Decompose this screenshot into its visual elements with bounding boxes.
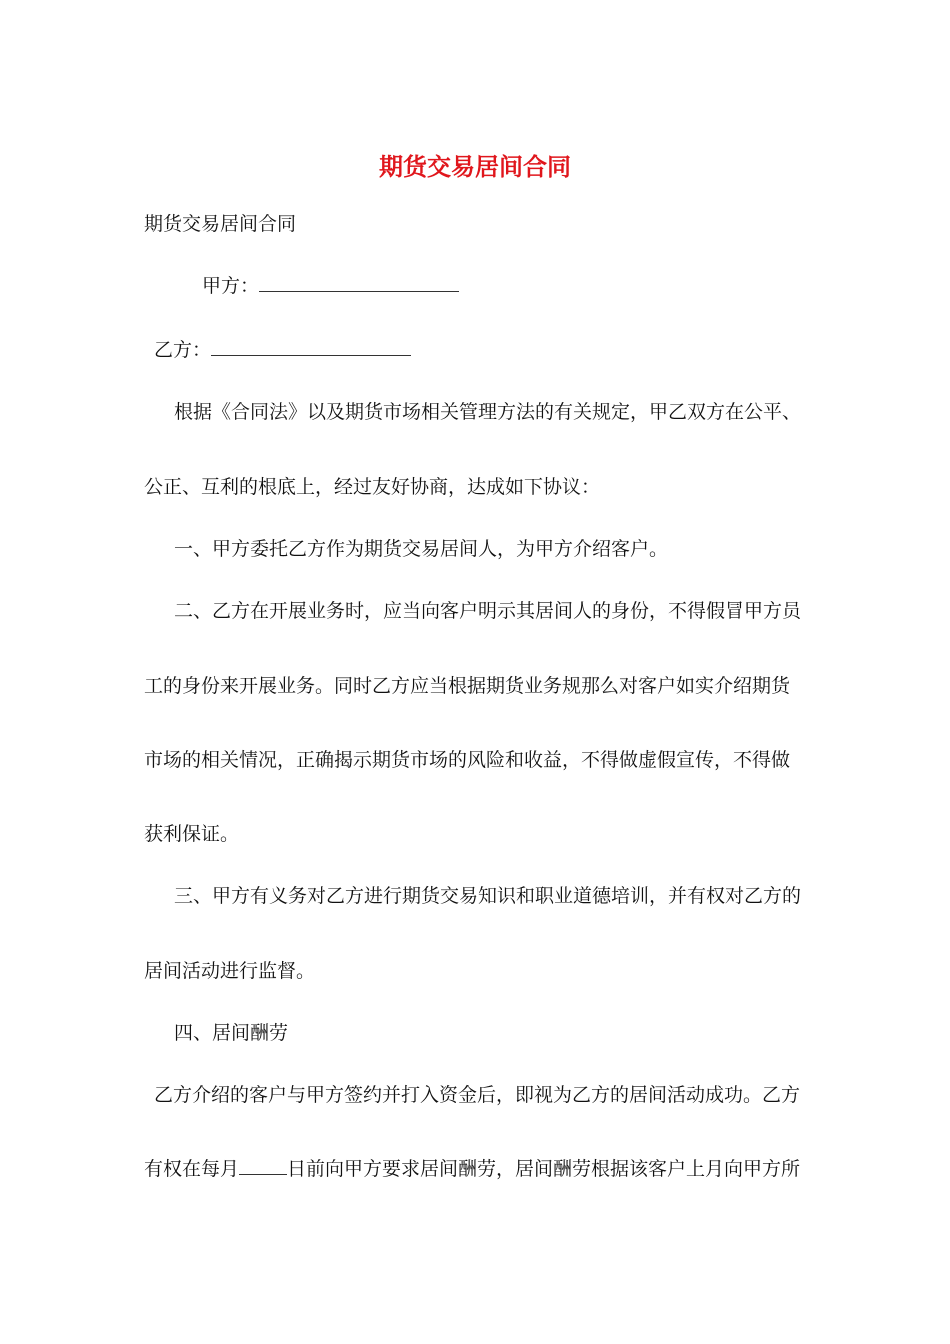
body-line-6: 市场的相关情况，正确揭示期货市场的风险和收益，不得做虚假宣传，不得做 xyxy=(144,749,791,771)
body-line-2: 公正、互利的根底上，经过友好协商，达成如下协议： xyxy=(144,476,601,498)
body-line-9: 居间活动进行监督。 xyxy=(144,960,316,982)
body-line-12-after: 日前向甲方要求居间酬劳，居间酬劳根据该客户上月向甲方所 xyxy=(287,1158,801,1180)
document-title: 期货交易居间合同 xyxy=(379,152,571,181)
day-blank xyxy=(239,1156,287,1175)
body-line-3: 一、甲方委托乙方作为期货交易居间人，为甲方介绍客户。 xyxy=(174,538,669,560)
party-b-line xyxy=(154,336,411,364)
body-line-11: 乙方介绍的客户与甲方签约并打入资金后，即视为乙方的居间活动成功。乙方 xyxy=(154,1084,801,1106)
party-b-blank xyxy=(211,337,411,356)
document-subtitle: 期货交易居间合同 xyxy=(144,213,297,235)
body-line-5: 工的身份来开展业务。同时乙方应当根据期货业务规那么对客户如实介绍期货 xyxy=(144,675,791,697)
body-line-10: 四、居间酬劳 xyxy=(174,1022,289,1044)
party-a-line xyxy=(202,272,459,300)
body-line-8: 三、甲方有义务对乙方进行期货交易知识和职业道德培训，并有权对乙方的 xyxy=(174,885,802,907)
body-line-4: 二、乙方在开展业务时，应当向客户明示其居间人的身份，不得假冒甲方员 xyxy=(174,600,802,622)
party-a-label: 甲方： xyxy=(202,275,260,297)
party-a-blank xyxy=(259,273,459,292)
body-line-12-before: 有权在每月 xyxy=(144,1158,240,1180)
body-line-7: 获利保证。 xyxy=(144,823,240,845)
party-b-label: 乙方： xyxy=(154,339,212,361)
body-line-12 xyxy=(144,1155,800,1183)
body-line-1: 根据《合同法》以及期货市场相关管理方法的有关规定，甲乙双方在公平、 xyxy=(174,401,802,423)
